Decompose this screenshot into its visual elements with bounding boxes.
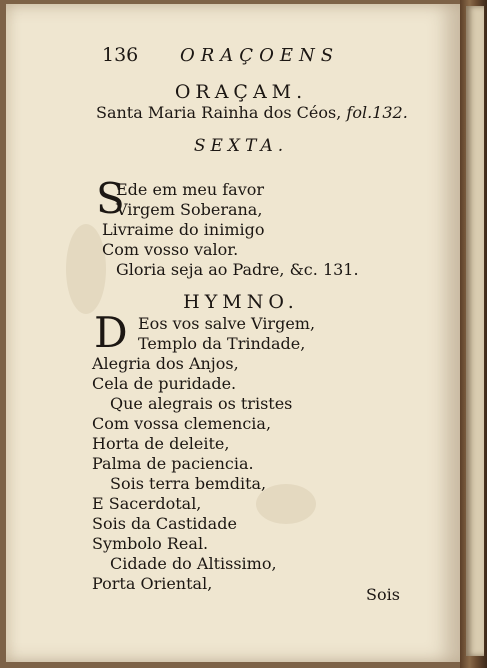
- page-number: 136: [102, 44, 139, 66]
- hymn-line: Sois da Castidade: [92, 514, 237, 533]
- stanza1-line: Ede em meu favor: [116, 180, 265, 199]
- hymn-line: Cela de puridade.: [92, 374, 237, 393]
- hymn-line: Symbolo Real.: [92, 534, 209, 553]
- stanza1-line: Gloria seja ao Padre, &c. 131.: [116, 260, 359, 279]
- prayer-heading: ORAÇAM.: [174, 81, 308, 103]
- book-page: [6, 4, 460, 662]
- hymn-line: Palma de paciencia.: [92, 454, 254, 473]
- prayer-subheading: [96, 103, 408, 122]
- hymn-line: Sois terra bemdita,: [110, 474, 267, 493]
- hymn-line: Cidade do Altissimo,: [110, 554, 277, 573]
- folio-reference: fol.132.: [346, 103, 408, 122]
- hymn-dropcap: D: [94, 308, 128, 357]
- hymn-line: Horta de deleite,: [92, 434, 230, 453]
- stanza1-line: Livraime do inimigo: [102, 220, 265, 239]
- page-header: [102, 44, 382, 70]
- subheading-text: Santa Maria Rainha dos Céos,: [96, 103, 342, 122]
- sexta-heading: SEXTA.: [193, 136, 289, 156]
- hymn-heading: HYMNO.: [183, 291, 299, 313]
- hymn-line: Que alegrais os tristes: [110, 394, 293, 413]
- stanza1-line: Com vosso valor.: [102, 240, 239, 259]
- catchword: Sois: [366, 585, 400, 604]
- stanza1-dropcap: S: [96, 174, 125, 223]
- hymn-line: E Sacerdotal,: [92, 494, 202, 513]
- stanza1-line: Virgem Soberana,: [116, 200, 263, 219]
- hymn-line: Alegria dos Anjos,: [92, 354, 239, 373]
- hymn-line: Com vossa clemencia,: [92, 414, 272, 433]
- running-title: ORAÇOENS: [180, 45, 340, 66]
- next-page-edge: [466, 6, 484, 656]
- hymn-line: Templo da Trindade,: [138, 334, 306, 353]
- hymn-line: Eos vos salve Virgem,: [138, 314, 316, 333]
- hymn-line: Porta Oriental,: [92, 574, 213, 593]
